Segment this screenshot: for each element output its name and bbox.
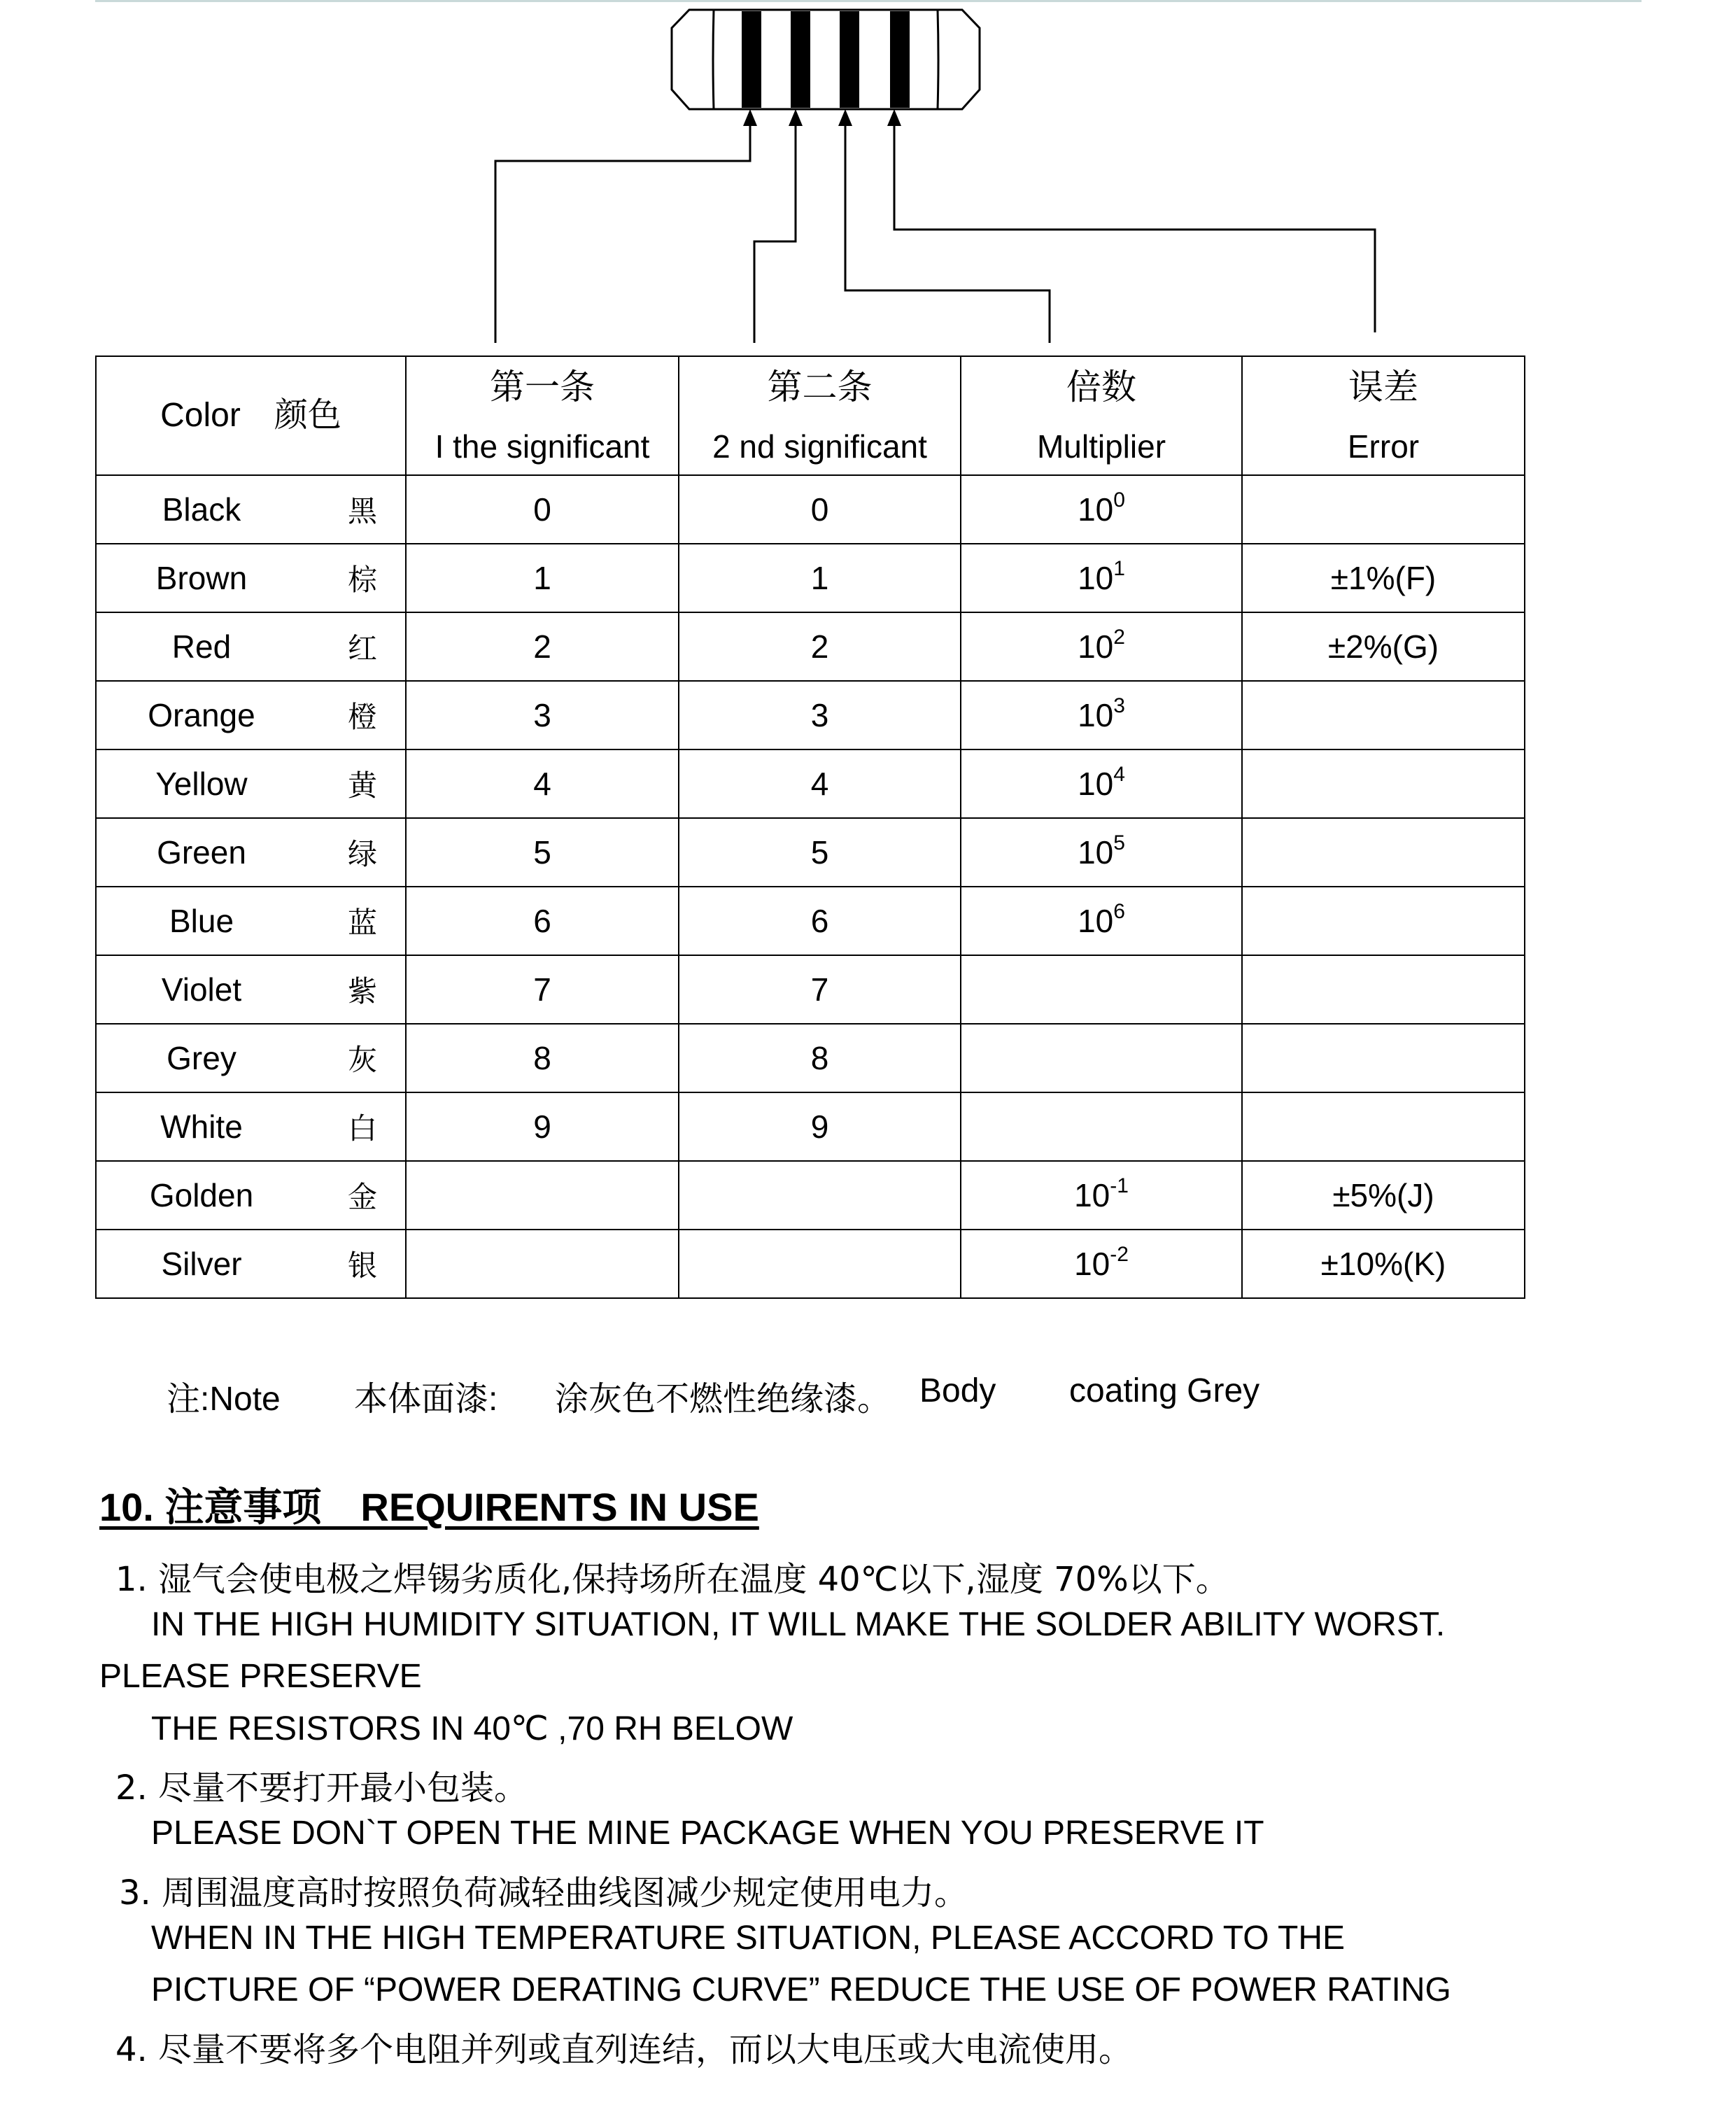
color-name-zh: 黄 [347,768,377,803]
multiplier-exponent: -2 [1110,1243,1129,1266]
multiplier-base: 10 [1074,1177,1110,1213]
first-band-digit: 6 [406,887,679,955]
header-second-band: 第二条 2 nd significant [679,356,961,475]
color-name-en: Yellow [155,766,248,802]
note-en-body: Body [919,1372,996,1409]
table-row [96,1230,1525,1298]
color-name-cell [96,887,406,955]
color-name-cell [96,749,406,818]
header-multiplier: 倍数 Multiplier [961,356,1242,475]
multiplier-base: 10 [1078,697,1114,733]
table-row [96,1092,1525,1161]
multiplier-base: 10 [1078,834,1114,871]
color-name-en: Grey [167,1040,237,1076]
color-name-cell [96,818,406,887]
table-row [96,1161,1525,1230]
color-name-en: Green [157,834,246,871]
multiplier-cell [961,681,1242,749]
multiplier-cell [961,1230,1242,1298]
item-4-zh: 4. 尽量不要将多个电阻并列或直列连结，而以大电压或大电流使用。 [115,2030,1133,2069]
color-name-en: Brown [155,560,248,596]
resistor-body [672,10,980,109]
color-name-zh: 黑 [347,494,377,528]
multiplier-cell [961,749,1242,818]
multiplier-exponent: 1 [1113,557,1125,580]
table-row [96,1024,1525,1092]
item-2-zh: 2. 尽量不要打开最小包装。 [115,1768,528,1808]
color-name-cell [96,681,406,749]
color-name-zh: 蓝 [347,906,377,940]
tolerance-cell: ±10%(K) [1242,1230,1525,1298]
color-name-zh: 灰 [347,1043,377,1077]
color-name-cell [96,1230,406,1298]
second-band-digit: 0 [679,475,961,544]
color-name-en: Silver [161,1246,242,1282]
header-first-band: 第一条 I the significant [406,356,679,475]
second-band-digit: 4 [679,749,961,818]
color-name-en: White [160,1108,243,1145]
multiplier-exponent: 6 [1113,900,1125,923]
tolerance-cell [1242,749,1525,818]
first-band-digit: 8 [406,1024,679,1092]
item-3-en-a: WHEN IN THE HIGH TEMPERATURE SITUATION, PLEASE ACCORD TO THE [151,1920,1346,1957]
second-band-digit: 1 [679,544,961,612]
second-band-digit: 3 [679,681,961,749]
color-name-zh: 棕 [347,563,377,597]
section-heading: 10. 注意事项 REQUIRENTS IN USE [99,1485,759,1529]
first-band-digit: 9 [406,1092,679,1161]
color-name-zh: 银 [347,1248,377,1283]
first-band-digit: 2 [406,612,679,681]
color-name-en: Orange [148,697,255,733]
multiplier-base: 10 [1078,491,1114,528]
color-name-cell [96,1092,406,1161]
second-band-digit [679,1230,961,1298]
multiplier-cell [961,1092,1242,1161]
tolerance-cell [1242,1024,1525,1092]
color-name-cell [96,475,406,544]
multiplier-base: 10 [1078,628,1114,665]
multiplier-exponent: 0 [1113,488,1125,512]
table-row [96,681,1525,749]
color-name-zh: 金 [347,1180,377,1214]
tolerance-cell [1242,955,1525,1024]
multiplier-base: 10 [1078,903,1114,939]
multiplier-exponent: 5 [1113,831,1125,854]
tolerance-cell [1242,887,1525,955]
table-row [96,887,1525,955]
tolerance-cell [1242,475,1525,544]
color-name-cell [96,544,406,612]
multiplier-cell [961,1161,1242,1230]
item-2-en: PLEASE DON`T OPEN THE MINE PACKAGE WHEN YOU PRESERVE IT [151,1815,1264,1852]
item-1-en-a: IN THE HIGH HUMIDITY SITUATION, IT WILL MAKE THE SOLDER ABILITY WORST. [151,1606,1446,1643]
table-row [96,955,1525,1024]
color-name-en: Violet [161,971,242,1008]
note-en-coating: coating Grey [1069,1372,1260,1409]
first-band-digit: 7 [406,955,679,1024]
item-3-zh: 3. 周围温度高时按照负荷减轻曲线图减少规定使用电力。 [119,1873,968,1913]
tolerance-cell [1242,681,1525,749]
table-row [96,475,1525,544]
color-name-cell [96,612,406,681]
item-3-en-b: PICTURE OF “POWER DERATING CURVE” REDUCE THE USE OF POWER RATING [151,1971,1451,2008]
color-name-zh: 绿 [347,837,377,871]
second-band-digit: 8 [679,1024,961,1092]
multiplier-base: 10 [1078,560,1114,596]
second-band-digit: 5 [679,818,961,887]
multiplier-cell [961,955,1242,1024]
color-name-cell [96,1024,406,1092]
item-1-zh: 1. 湿气会使电极之焊锡劣质化,保持场所在温度 40℃以下,湿度 70%以下。 [115,1560,1229,1599]
header-color: Color 颜色 [96,356,406,475]
tolerance-cell: ±5%(J) [1242,1161,1525,1230]
color-name-zh: 白 [347,1111,377,1146]
multiplier-cell [961,544,1242,612]
multiplier-exponent: 2 [1113,626,1125,649]
multiplier-base: 10 [1074,1246,1110,1282]
color-name-zh: 紫 [347,974,377,1008]
color-name-cell [96,1161,406,1230]
color-name-zh: 红 [347,631,377,666]
first-band-digit [406,1230,679,1298]
color-name-en: Golden [149,1177,254,1213]
second-band-digit: 6 [679,887,961,955]
multiplier-base: 10 [1078,766,1114,802]
note-zh-label: 本体面漆: [354,1381,498,1418]
multiplier-exponent: 4 [1113,763,1125,786]
first-band-digit: 3 [406,681,679,749]
multiplier-cell [961,475,1242,544]
resistor-band-diagram [0,0,1736,364]
multiplier-cell [961,612,1242,681]
second-band-digit: 9 [679,1092,961,1161]
color-code-table [95,355,1525,1299]
note-label: 注:Note [167,1381,281,1418]
note-zh-text: 涂灰色不燃性绝缘漆。 [555,1381,891,1418]
second-band-digit: 2 [679,612,961,681]
multiplier-exponent: -1 [1110,1174,1129,1197]
item-1-en-b: PLEASE PRESERVE [99,1658,422,1695]
tolerance-cell [1242,1092,1525,1161]
multiplier-exponent: 3 [1113,694,1125,717]
color-name-en: Red [171,628,232,665]
first-band-digit: 1 [406,544,679,612]
table-row [96,544,1525,612]
multiplier-cell [961,1024,1242,1092]
table-row [96,749,1525,818]
first-band-digit: 4 [406,749,679,818]
second-band-digit: 7 [679,955,961,1024]
tolerance-cell: ±1%(F) [1242,544,1525,612]
color-name-en: Blue [169,903,234,939]
table-row [96,818,1525,887]
tolerance-cell: ±2%(G) [1242,612,1525,681]
second-band-digit [679,1161,961,1230]
multiplier-cell [961,818,1242,887]
arrowheads [743,109,901,126]
color-bands [742,11,910,108]
first-band-digit: 0 [406,475,679,544]
header-error: 误差 Error [1242,356,1525,475]
first-band-digit: 5 [406,818,679,887]
leader-lines [495,120,1375,343]
color-name-zh: 橙 [347,700,377,734]
color-name-en: Black [162,491,241,528]
tolerance-cell [1242,818,1525,887]
table-row [96,612,1525,681]
item-1-en-c: THE RESISTORS IN 40℃ ,70 RH BELOW [151,1710,793,1747]
multiplier-cell [961,887,1242,955]
color-name-cell [96,955,406,1024]
first-band-digit [406,1161,679,1230]
table-header-row [96,356,1525,475]
